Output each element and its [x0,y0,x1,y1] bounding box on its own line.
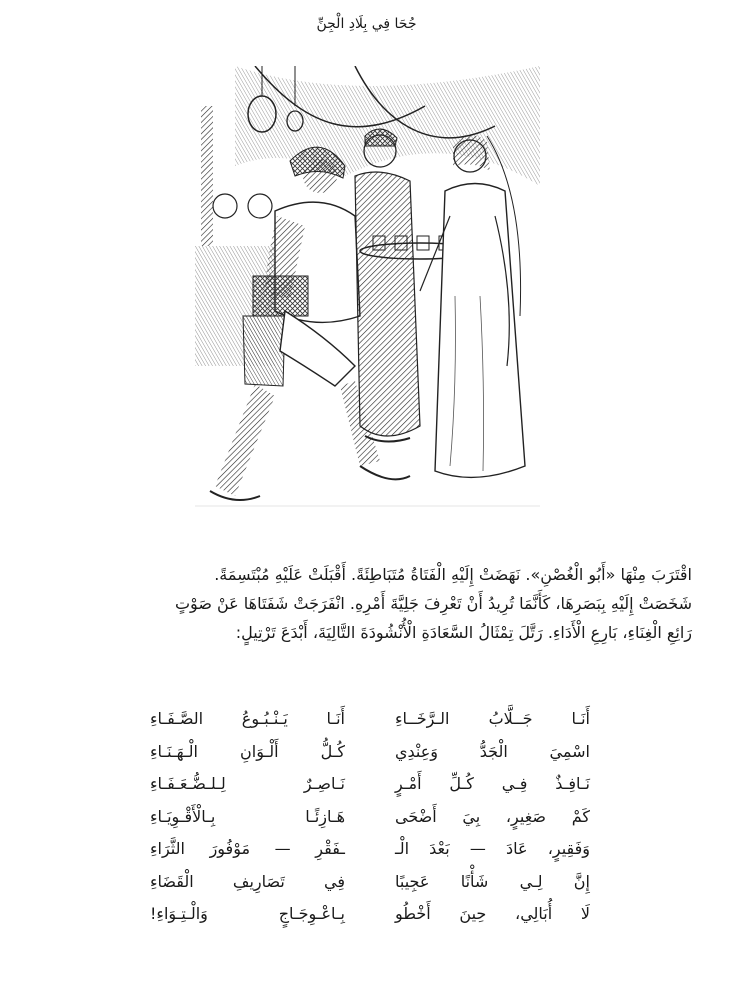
poem-verse [150,736,590,769]
poem [150,703,590,931]
verse-second-half: هَـازِئًـا بِـالْأَقْـوِيَـاءِ [150,806,345,826]
verse-second-half: كُـلُّ أَلْـوَانِ الْـهَـنَـاءِ [150,741,345,761]
verse-first-half: وَفَقِيرٍ، عَادَ — بَعْدَ الْـ [395,839,590,858]
verse-second-half: بِـاعْـوِجَـاجٍ وَالْـتِـوَاءِ! [150,904,345,923]
poem-verse [150,768,590,801]
verse-first-half: كَمْ صَغِيرٍ، بِيَ أَضْحَى [395,806,590,826]
page-title: جُحَا فِي بِلَادِ الْجِنِّ [316,16,417,32]
story-illustration [195,66,540,524]
verse-first-half: إِنَّ لِـي شَأْنًا عَجِيبًا [395,871,590,891]
poem-verse [150,898,590,931]
paragraph-line: رَائِعِ الْغِنَاءِ، بَارِعِ الْأَدَاءِ. رَتَّلَ تِمْثَالُ السَّعَادَةِ الْأُنْشُودَةَ التَّالِيَةَ، أَبْدَعَ تَرْتِيلٍ: [235,623,692,642]
verse-first-half: اسْمِيَ الْجَدُّ وَعِنْدِي [395,741,590,761]
verse-second-half: نَـاصِـرٌ لِـلـضُّـعَـفَـاءِ [150,774,345,793]
verse-first-half: نَـافِـذٌ فِـي كُـلِّ أَمْـرٍ [395,774,590,793]
verse-second-half: أَنَـا يَـنْـبُـوعُ الصَّـفَـاءِ [150,709,345,728]
verse-second-half: فِي تَصَارِيفِ الْقَضَاءِ [150,871,345,891]
poem-verse [150,703,590,736]
story-paragraph [44,560,692,647]
verse-first-half: أَنَـا جَــلَّابُ الـرَّخَــاءِ [395,709,590,728]
verse-second-half: ـفَقْرِ — مَوْفُورَ الثَّرَاءِ [150,839,345,858]
paragraph-line: اقْتَرَبَ مِنْهَا «أَبُو الْغُصْنِ». نَهَضَتْ إِلَيْهِ الْفَتَاةُ مُتَبَاطِئَةً. أَقْبَلَتْ عَلَيْهِ مُبْتَسِمَةً. [214,565,692,584]
poem-verse [150,801,590,834]
poem-verse [150,833,590,866]
verse-first-half: لَا أُبَالِي، حِينَ أَخْطُو [395,904,590,923]
paragraph-line: شَخَصَتْ إِلَيْهِ بِبَصَرِهَا، كَأَنَّمَا تُرِيدُ أَنْ تَعْرِفَ جَلِيَّةَ أَمْرِهِ. انْفَرَجَتْ شَفَتَاهَا عَنْ صَوْتٍ [174,594,692,613]
poem-verse [150,866,590,899]
